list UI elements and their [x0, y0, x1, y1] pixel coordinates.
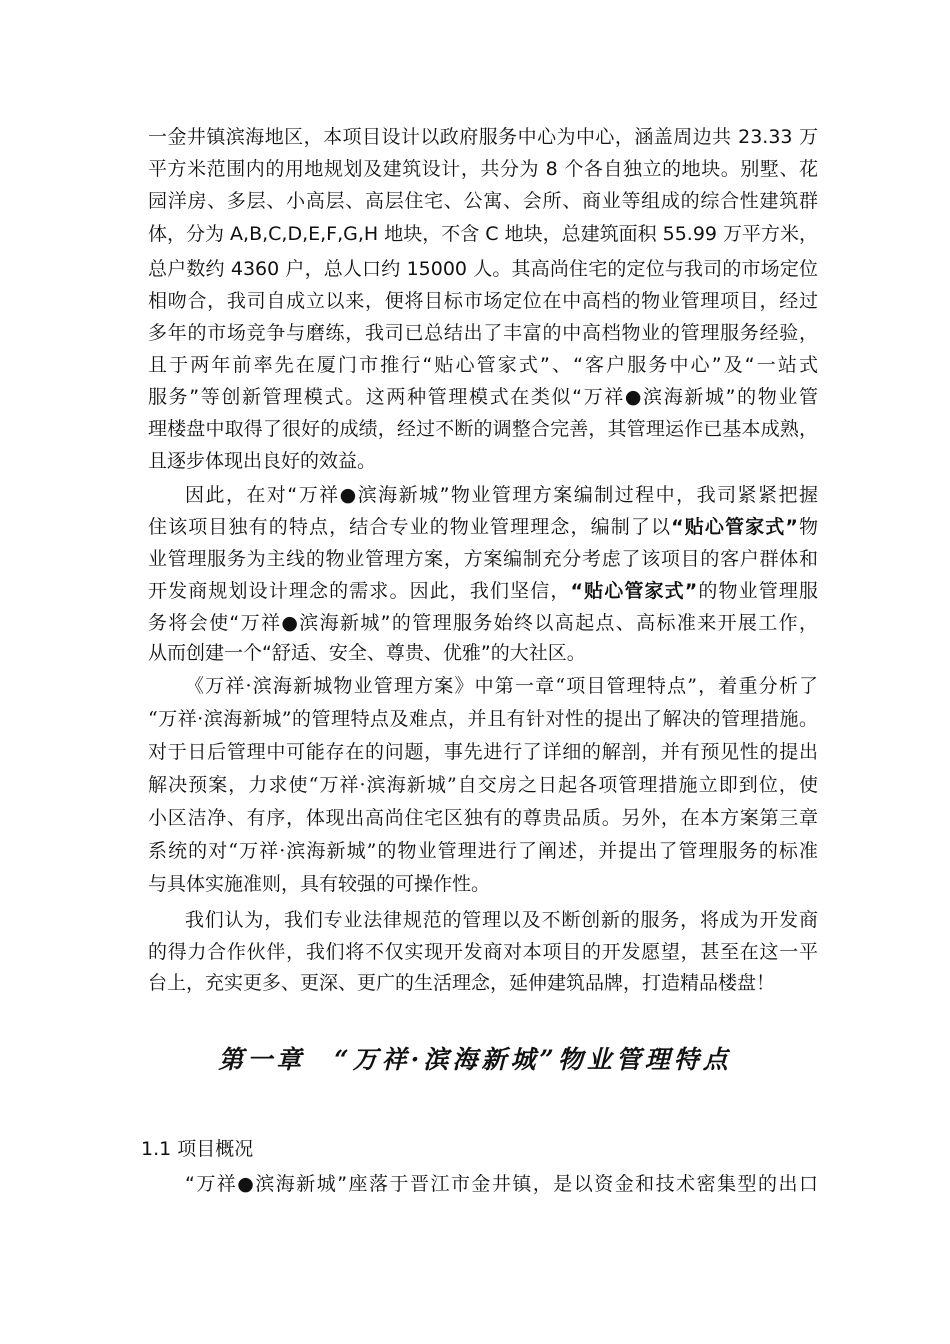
paragraph-1-line-7: 多年的市场竞争与磨练，我司已总结出了丰富的中高档物业的管理服务经验， [148, 322, 818, 344]
paragraph-1-line-6: 相吻合，我司自成立以来，便将目标市场定位在中高档的物业管理项目，经过 [148, 290, 818, 312]
paragraph-3-line-5: 小区洁净、有序，体现出高尚住宅区独有的尊贵品质。另外，在本方案第三章 [148, 807, 818, 829]
paragraph-1-line-1: 一金井镇滨海地区，本项目设计以政府服务中心为中心，涵盖周边共 23.33 万 [148, 126, 818, 148]
emphasis-butler-style: “贴心管家式” [671, 516, 798, 538]
paragraph-1-line-4: 体，分为 A,B,C,D,E,F,G,H 地块，不含 C 地块，总建筑面积 55.99 万平方米， [148, 223, 818, 245]
paragraph-2-line-6: 从而创建一个“舒适、安全、尊贵、优雅”的大社区。 [148, 642, 586, 664]
paragraph-3-line-2: “万祥·滨海新城”的管理特点及难点，并且有针对性的提出了解决的管理措施。 [148, 708, 818, 730]
paragraph-1-line-10: 理楼盘中取得了很好的成绩，经过不断的调整合完善，其管理运作已基本成熟， [148, 418, 818, 440]
chapter-title: 第一章 “万祥·滨海新城”物业管理特点 [218, 1045, 732, 1074]
paragraph-4-line-2: 的得力合作伙伴，我们将不仅实现开发商对本项目的开发愿望，甚至在这一平 [148, 941, 818, 963]
paragraph-3-line-4: 解决预案，力求使“万祥·滨海新城”自交房之日起各项管理措施立即到位，使 [148, 774, 818, 796]
paragraph-3-line-7: 与具体实施准则，具有较强的可操作性。 [148, 873, 491, 895]
paragraph-2-line-2 [148, 514, 818, 542]
paragraph-2-line-4-text: 开发商规划设计理念的需求。因此，我们坚信， [148, 580, 571, 602]
paragraph-1-line-9: 服务”等创新管理模式。这两种管理模式在类似“万祥●滨海新城”的物业管 [148, 386, 818, 408]
paragraph-2-line-4 [148, 578, 818, 606]
paragraph-1-line-8: 且于两年前率先在厦门市推行“贴心管家式”、“客户服务中心”及“一站式 [148, 354, 818, 376]
paragraph-4-line-1: 我们认为，我们专业法律规范的管理以及不断创新的服务，将成为开发商 [185, 909, 818, 931]
paragraph-1-line-5: 总户数约 4360 户，总人口约 15000 人。其高尚住宅的定位与我司的市场定位 [148, 258, 818, 280]
paragraph-2-line-5: 务将会使“万祥●滨海新城”的管理服务始终以高起点、高标准来开展工作， [148, 612, 818, 634]
paragraph-1-line-11: 且逐步体现出良好的效益。 [148, 450, 377, 472]
paragraph-3-line-3: 对于日后管理中可能存在的问题，事先进行了详细的解剖，并有预见性的提出 [148, 741, 818, 763]
paragraph-1-line-2: 平方米范围内的用地规划及建筑设计，共分为 8 个各自独立的地块。别墅、花 [148, 158, 818, 180]
paragraph-3-line-1: 《万祥·滨海新城物业管理方案》中第一章“项目管理特点”，着重分析了 [185, 675, 818, 697]
paragraph-2-line-3: 业管理服务为主线的物业管理方案，方案编制充分考虑了该项目的客户群体和 [148, 548, 818, 570]
paragraph-2-line-2-text: 住该项目独有的特点，结合专业的物业管理理念，编制了以 [148, 516, 672, 538]
section-title: 1.1 项目概况 [141, 1138, 254, 1160]
paragraph-2-line-4-tail: 的物业管理服 [697, 580, 818, 602]
emphasis-butler-style: “贴心管家式” [570, 580, 698, 602]
paragraph-1-line-3: 园洋房、多层、小高层、高层住宅、公寓、会所、商业等组成的综合性建筑群 [148, 190, 818, 212]
section-paragraph-line-1: “万祥●滨海新城”座落于晋江市金井镇，是以资金和技术密集型的出口 [185, 1173, 818, 1195]
paragraph-2-line-2-tail: 物 [797, 516, 818, 538]
paragraph-3-line-6: 系统的对“万祥·滨海新城”的物业管理进行了阐述，并提出了管理服务的标准 [148, 840, 818, 862]
paragraph-2-line-1: 因此，在对“万祥●滨海新城”物业管理方案编制过程中，我司紧紧把握 [185, 484, 818, 506]
paragraph-4-line-3: 台上，充实更多、更深、更广的生活理念，延伸建筑品牌，打造精品楼盘！ [148, 972, 776, 994]
